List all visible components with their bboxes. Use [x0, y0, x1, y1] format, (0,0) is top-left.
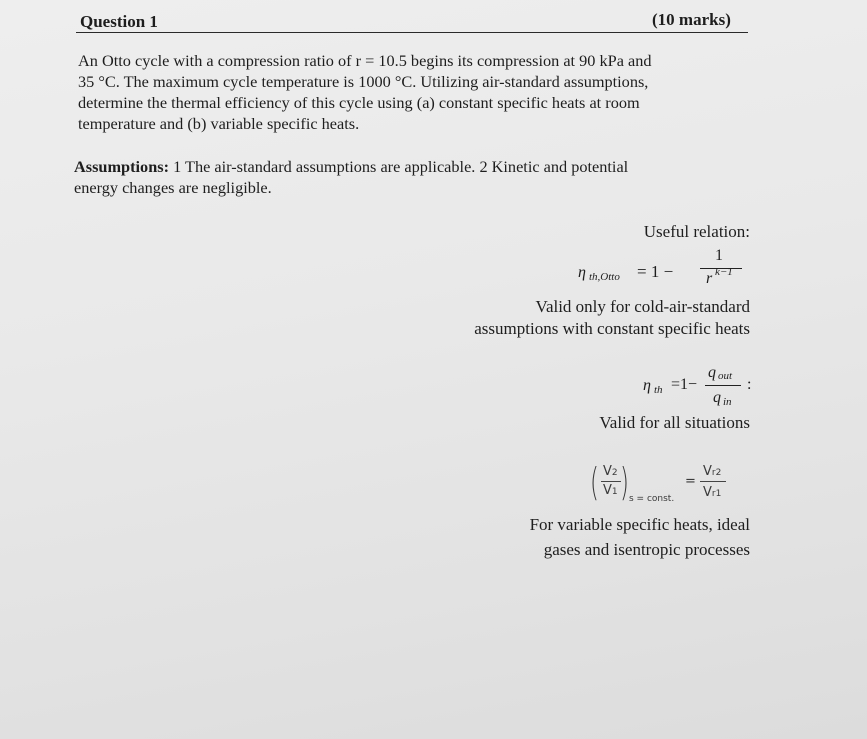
otto-note-line-2: assumptions with constant specific heats [474, 319, 750, 338]
question-marks: (10 marks) [652, 10, 731, 29]
general-fraction-bar [705, 385, 741, 386]
problem-statement [78, 50, 748, 134]
general-eta-subscript: th [654, 384, 663, 396]
general-numerator: q [708, 364, 716, 381]
general-denominator: q [713, 389, 721, 406]
assumptions [74, 156, 754, 198]
left-paren-open: ( [590, 460, 599, 504]
right-fraction-bar [700, 481, 726, 482]
otto-denominator-exponent: k−1 [715, 266, 733, 278]
problem-line-1: An Otto cycle with a compression ratio of r = 10.5 begins its compression at 90 kPa and [78, 51, 652, 70]
left-fraction-bar [601, 481, 621, 482]
otto-equals: = 1 − [637, 262, 674, 281]
right-denominator: Vr1 [703, 485, 722, 500]
useful-relation-label: Useful relation: [643, 222, 750, 241]
otto-eta-symbol: η [578, 264, 586, 281]
isentropic-note-line-2: gases and isentropic processes [543, 540, 750, 559]
general-numerator-sub: out [718, 370, 733, 382]
left-denominator: V1 [603, 483, 618, 498]
assumptions-text-1: 1 The air-standard assumptions are applicable. 2 Kinetic and potential [169, 157, 629, 176]
otto-eta-subscript: th,Otto [589, 271, 620, 283]
general-trailing: : [747, 376, 752, 393]
otto-denominator-base: r [706, 270, 713, 287]
question-title: Question 1 [80, 12, 158, 31]
general-note: Valid for all situations [599, 413, 750, 432]
isentropic-subscript: s = const. [629, 494, 675, 504]
assumptions-label: Assumptions: [74, 157, 170, 176]
general-denominator-sub: in [723, 396, 732, 408]
right-numerator: Vr2 [703, 464, 722, 479]
otto-numerator: 1 [715, 247, 723, 264]
isentropic-note-line-1: For variable specific heats, ideal [529, 515, 750, 534]
problem-line-3: determine the thermal efficiency of this cycle using (a) constant specific heats at room [78, 93, 640, 112]
left-paren-close: ) [620, 460, 629, 504]
otto-note-line-1: Valid only for cold-air-standard [535, 297, 750, 316]
problem-line-4: temperature and (b) variable specific heats. [78, 114, 360, 133]
problem-line-2: 35 °C. The maximum cycle temperature is 1000 °C. Utilizing air-standard assumptions, [78, 72, 649, 91]
assumptions-line-1 [74, 156, 754, 177]
general-equals: =1− [671, 376, 698, 393]
general-eta-symbol: η [643, 377, 651, 394]
left-numerator: V2 [603, 464, 618, 479]
assumptions-line-2: energy changes are negligible. [74, 178, 272, 197]
header-rule [76, 32, 748, 33]
isentropic-equals: = [685, 474, 696, 489]
